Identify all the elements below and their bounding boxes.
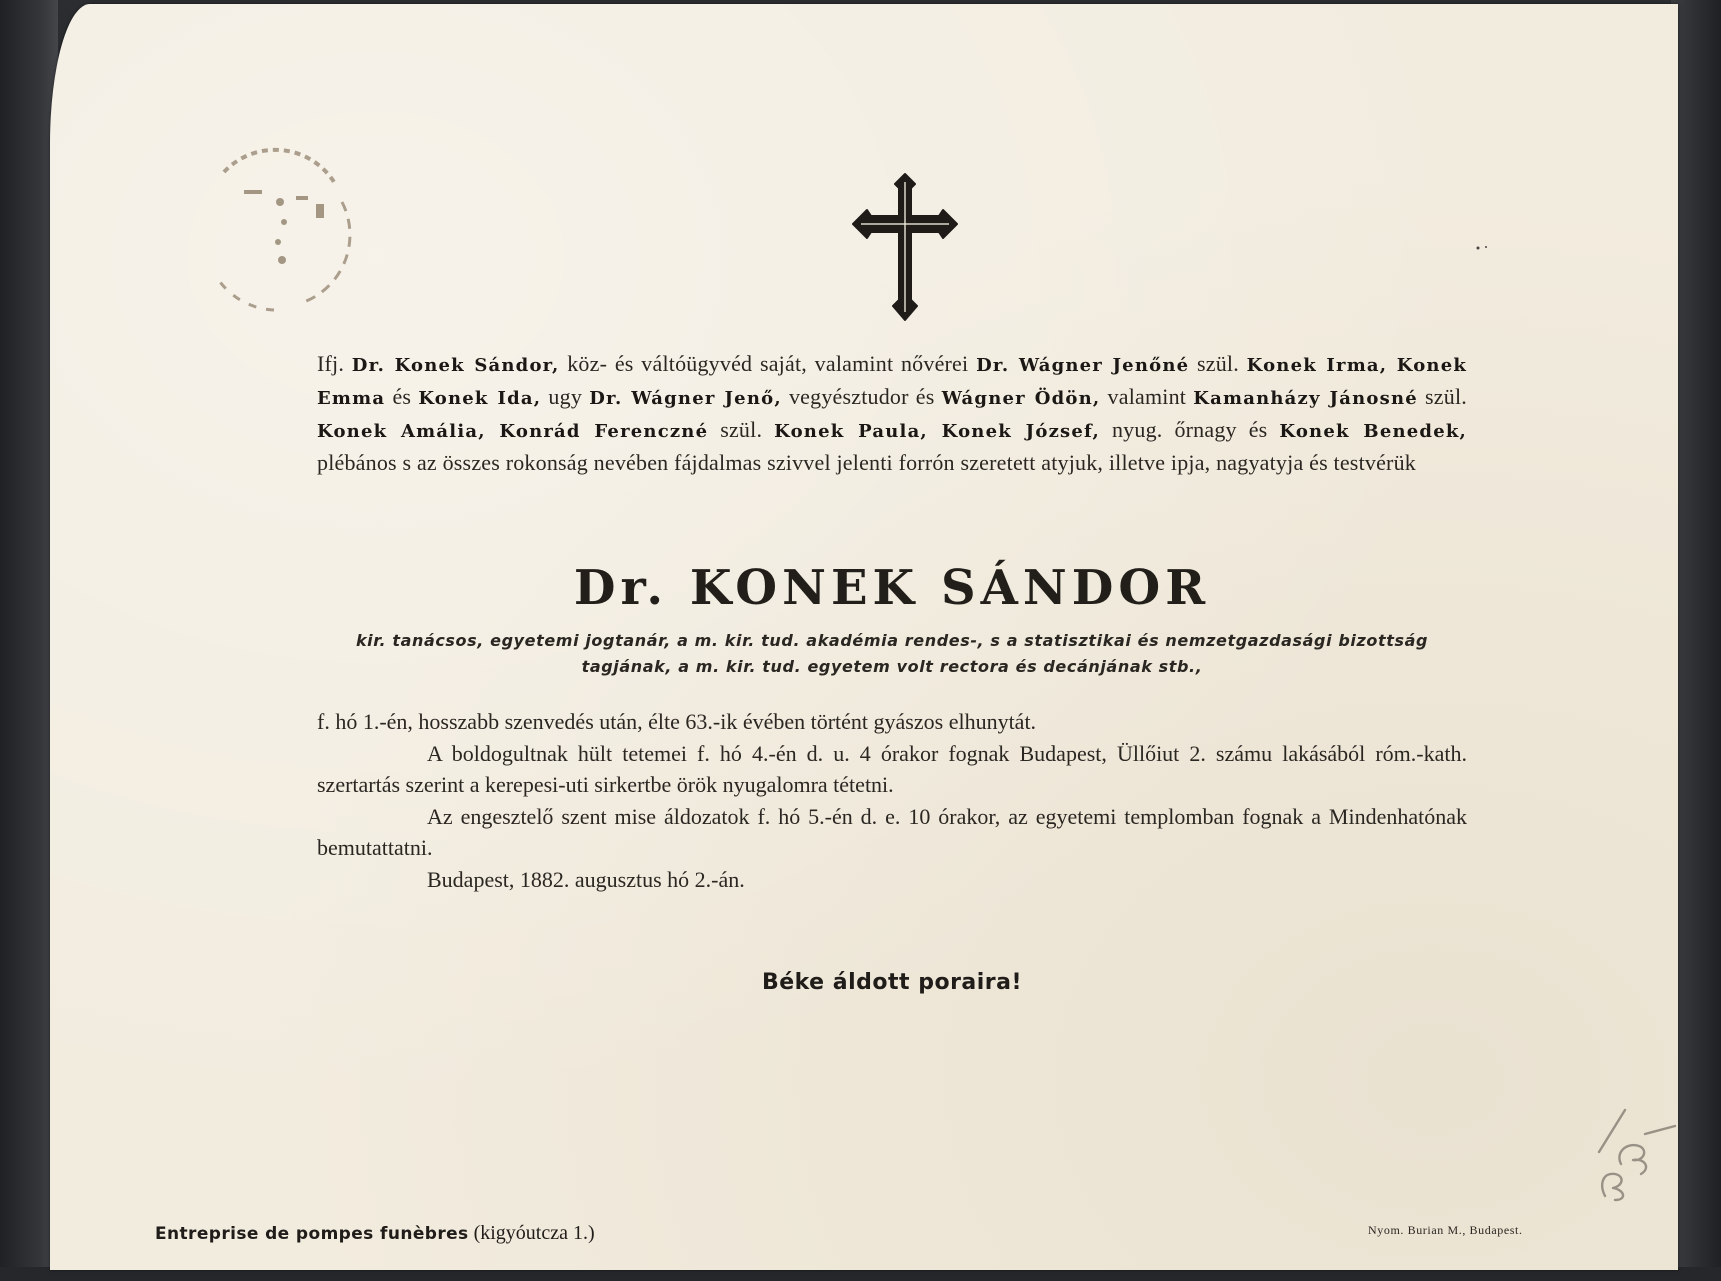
ink-speck-icon — [1475, 244, 1491, 252]
paragraph-funeral-details: A boldogultnak hült tetemei f. hó 4.-én d. u. 4 órakor fognak Budapest, Üllőiut 2. számu lakásából róm.-kath. szertartás szerint a kerepesi-uti sirkertbe örök nyugalomra tétetni. — [317, 740, 1467, 797]
announcement-intro — [317, 348, 1467, 478]
intro-text: valamint — [1100, 384, 1194, 409]
name-wagner-jeno: Dr. Wágner Jenő, — [589, 388, 782, 409]
name-konek-ida: Konek Ida, — [418, 388, 542, 409]
intro-prefix: Ifj. — [317, 351, 345, 376]
place-and-date: Budapest, 1882. augusztus hó 2.-án. — [427, 866, 745, 892]
intro-text: szül. — [1189, 351, 1247, 376]
intro-text: és — [385, 384, 419, 409]
name-konek-benedek: Konek Benedek, — [1279, 421, 1467, 442]
paragraph-requiem-mass: Az engesztelő szent mise áldozatok f. hó 5.-én d. e. 10 órakor, az egyetemi templomban fognak a Mindenhatónak bemutattatni. — [317, 803, 1467, 860]
name-konek-paula-jozsef: Konek Paula, Konek József, — [774, 421, 1100, 442]
scan-border-right — [1671, 0, 1721, 1281]
handwritten-pencil-number-icon — [1585, 1104, 1678, 1204]
name-wagner-odon: Wágner Ödön, — [941, 388, 1101, 409]
intro-text: szül. — [708, 417, 775, 442]
intro-text: ugy — [541, 384, 590, 409]
latin-cross-icon — [845, 172, 965, 322]
name-konek-irma-emma: Konek Irma, Konek Emma — [317, 355, 1468, 409]
name-wagner-jenone: Dr. Wágner Jenőné — [976, 355, 1190, 376]
intro-text: szül. — [1417, 384, 1467, 409]
undertaker-name: Entreprise de pompes funèbres — [155, 1224, 469, 1244]
paper-sheet — [50, 4, 1678, 1270]
intro-text: plébános s az összes rokonság nevében fájdalmas szivvel jelenti forrón szeretett atyjuk, illetve ipja, nagyatyja és testvérük — [317, 450, 1416, 475]
deceased-titles — [317, 628, 1467, 680]
intro-text: nyug. őrnagy és — [1100, 417, 1280, 442]
name-konek-sandor-jr: Dr. Konek Sándor, — [351, 355, 560, 376]
paragraph-death-notice: f. hó 1.-én, hosszabb szenvedés után, élte 63.-ik évében történt gyászos elhunytát. — [317, 709, 1037, 734]
circular-postmark-stamp-icon — [184, 142, 364, 322]
name-konek-amalia-konrad-ferenczne: Konek Amália, Konrád Ferenczné — [317, 421, 709, 442]
announcement-body — [317, 706, 1467, 895]
printer-imprint: Nyom. Burian M., Budapest. — [1368, 1223, 1523, 1237]
intro-text: vegyésztudor és — [781, 384, 942, 409]
deceased-name-heading: Dr. KONEK SÁNDOR — [573, 560, 1211, 616]
closing-motto: Béke áldott poraira! — [761, 970, 1023, 995]
intro-text: köz- és váltóügyvéd saját, valamint nővérei — [559, 351, 977, 376]
undertaker-imprint — [155, 1222, 595, 1245]
name-kamanhazy-janosne: Kamanházy Jánosné — [1193, 388, 1418, 409]
titles-line-2: tagjának, a m. kir. tud. egyetem volt rectora és decánjának stb., — [581, 657, 1203, 676]
undertaker-address: (kigyóutcza 1.) — [468, 1222, 595, 1244]
titles-line-1: kir. tanácsos, egyetemi jogtanár, a m. kir. tud. akadémia rendes-, s a statisztikai és nemzetgazdasági bizottság — [355, 631, 1429, 650]
